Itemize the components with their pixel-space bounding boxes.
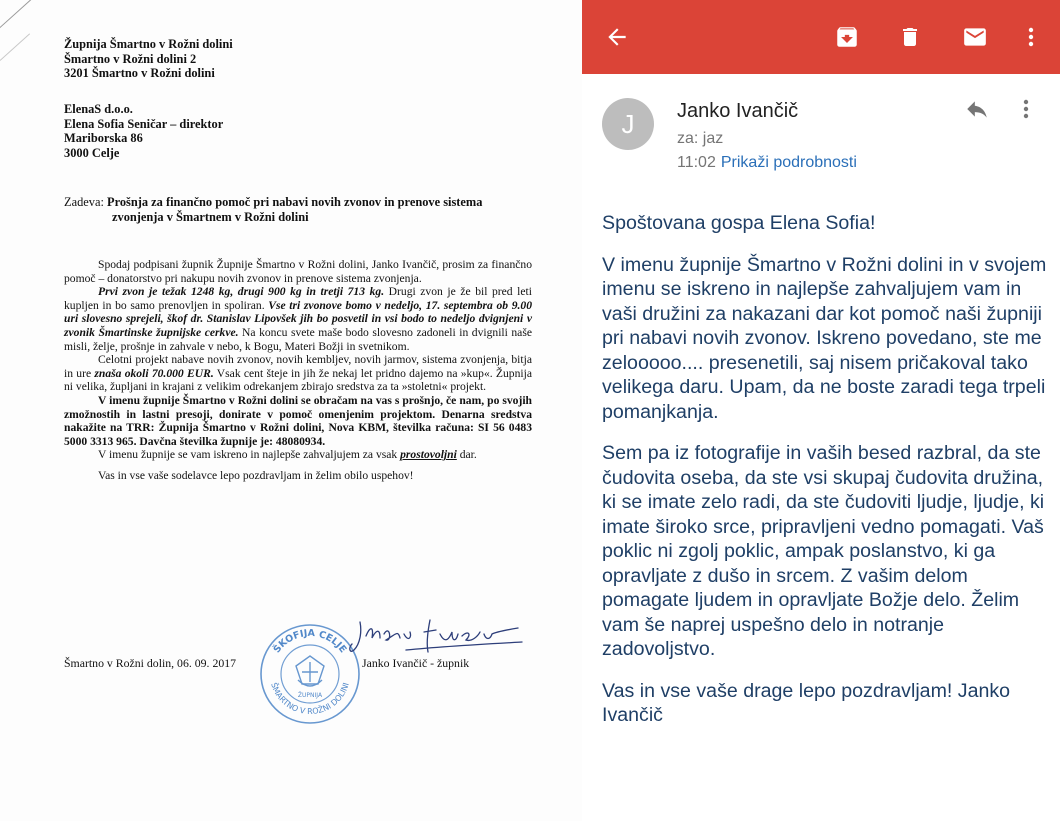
- message-more-icon[interactable]: [1022, 96, 1038, 126]
- recipient-line: za: jaz: [677, 130, 724, 147]
- reply-icon[interactable]: [962, 96, 996, 126]
- paragraph-text: Drugi zvon je že bil pred leti kupljen in bo samo prenovljen in spoliran.: [64, 285, 532, 312]
- letter-body: [64, 258, 532, 483]
- email-paragraph: Sem pa iz fotografije in vaših besed razbral, da ste čudovita oseba, da ste vsi skupaj čudovita družina, ki se imate zelo radi, da ste čudoviti ljudje, ljudje, ki imate široko srce, pripravljeni vedno pomagati. Vaš poklic ni zgolj poklic, ampak poslanstvo, ki ga opravljate z dušo in srcem. Z vašim delom pomagate ljudem in opravljate Božje delo. Želim vam še naprej uspešno delo in notranje zadovoljstvo.: [602, 442, 1045, 660]
- letter-paragraph-bank-details: V imenu župnije Šmartno v Rožni dolini se obračam na vas s prošnjo, če nam, po svojih zmožnostih in lastni presoji, donirate v pomoč omenjenim projektom. Denarna sredstva nakažite na TRR: Župnija Šmartno v Rožni dolini, Nova KBM, številka računa: SI 56 0483 5000 3313 965. Davčna številka župnije je: 48080934.: [64, 393, 532, 448]
- page-fold-mark: [0, 0, 50, 37]
- stamp-top-text: ŠKOFIJA CELJE: [271, 627, 349, 656]
- email-greeting: Spoštovana gospa Elena Sofia!: [602, 212, 876, 234]
- paragraph-text: V imenu župnije se vam iskreno in najlepše zahvaljujem za vsak: [98, 448, 401, 462]
- stamp-bottom-text: ŠMARTNO V ROŽNI DOLINI: [269, 681, 351, 717]
- sender-address: [64, 37, 233, 81]
- more-vert-icon[interactable]: [1014, 20, 1048, 54]
- recipient-address-line: Elena Sofia Seničar – direktor: [64, 116, 224, 131]
- email-body: [602, 211, 1048, 745]
- recipient-address-line: 3000 Celje: [64, 145, 120, 160]
- archive-icon[interactable]: [830, 20, 864, 54]
- bold-italic-text: znaša okoli 70.000 EUR.: [94, 366, 214, 380]
- arrow-back-icon[interactable]: [600, 20, 634, 54]
- sender-name: Janko Ivančič: [677, 100, 799, 122]
- email-time: 11:02: [677, 154, 716, 171]
- email-meta: [677, 154, 857, 172]
- letter-paragraph: [64, 285, 532, 353]
- underlined-text: prostovoljni: [400, 448, 457, 462]
- bold-italic-text: Prvi zvon je težak 1248 kg, drugi 900 kg in tretji 713 kg.: [98, 285, 385, 299]
- stamp-center-text: ŽUPNIJA: [297, 692, 323, 699]
- subject-text-continued: zvonjenja v Šmartnem v Rožni dolini: [112, 210, 309, 224]
- recipient-address: [64, 102, 223, 160]
- show-details-link[interactable]: Prikaži podrobnosti: [720, 154, 857, 171]
- email-toolbar: [582, 0, 1060, 74]
- recipient-address-line: Mariborska 86: [64, 131, 143, 145]
- trash-icon[interactable]: [893, 20, 927, 54]
- letter-paragraph: Vas in vse vaše sodelavce lepo pozdravljam in želim obilo uspehov!: [98, 468, 414, 482]
- signer-name: Janko Ivančič - župnik: [362, 656, 470, 670]
- avatar[interactable]: J: [602, 98, 654, 150]
- place-and-date: Šmartno v Rožni dolin, 06. 09. 2017: [64, 656, 237, 670]
- handwritten-signature: [346, 612, 526, 660]
- recipient-address-line: ElenaS d.o.o.: [64, 102, 133, 116]
- paragraph-text: Na koncu svete maše bodo slovesno zadoneli in dvignili naše misli, želje, prošnje in zahvale v nebo, k Bogu, Materi Božji in svetnikom.: [64, 325, 532, 353]
- bold-italic-text: Vse tri zvonove bomo v nedeljo, 17. septembra ob 9.00 uri slovesno sprejeli, škof dr. Stanislav Lipovšek jih bo posvetil in vsi bodo to nedeljo dvignjeni v zvonik Šmartinske župnijske cerkve.: [64, 298, 532, 339]
- letter-subject: [64, 195, 534, 225]
- email-view: [582, 0, 1060, 821]
- letter-paragraph: [64, 448, 532, 462]
- subject-text: Prošnja za finančno pomoč pri nabavi novih zvonov in prenove sistema: [107, 195, 483, 209]
- email-sender-header: [582, 74, 1060, 194]
- email-paragraph: V imenu župnije Šmartno v Rožni dolini in v svojem imenu se iskreno in najlepše zahvaljujem vam in vaši družini za nakazani dar kot pomoč naši župniji pri nabavi novih zvonov. Iskreno povedano, ste me zelooooo.... presenetili, saj nisem pričakoval tako velikega daru. Upam, da ne boste zaradi tega trpeli pomanjkanja.: [602, 253, 1047, 423]
- paragraph-text: dar.: [456, 448, 477, 462]
- sender-address-line: Šmartno v Rožni dolini 2: [64, 51, 197, 66]
- email-closing: Vas in vse vaše drage lepo pozdravljam! Janko Ivančič: [602, 679, 1011, 726]
- paragraph-text: Vsak cent šteje in jih že nekaj let pridno dajemo na »kup«. Župnija ni velika, župljani in krajani z velikim odrekanjem zbirajo sredstva za ta »stoletni« projekt.: [64, 366, 532, 394]
- sender-address-line: 3201 Šmartno v Rožni dolini: [64, 66, 215, 80]
- letter-paragraph: [64, 353, 532, 394]
- envelope-icon[interactable]: [958, 20, 992, 54]
- sender-address-line: Župnija Šmartno v Rožni dolini: [64, 37, 233, 51]
- paragraph-text: Celotni projekt nabave novih zvonov, novih kembljev, novih jarmov, sistema zvonjenja, bitja in ure: [64, 353, 532, 380]
- page-fold-mark-secondary: [0, 33, 30, 61]
- letter-paragraph: Spodaj podpisani župnik Župnije Šmartno v Rožni dolini, Janko Ivančič, prosim za finančno pomoč – donatorstvo pri nakupu novih zvonov in prenove sistema zvonjenja.: [64, 258, 532, 285]
- subject-label: Zadeva:: [64, 195, 107, 209]
